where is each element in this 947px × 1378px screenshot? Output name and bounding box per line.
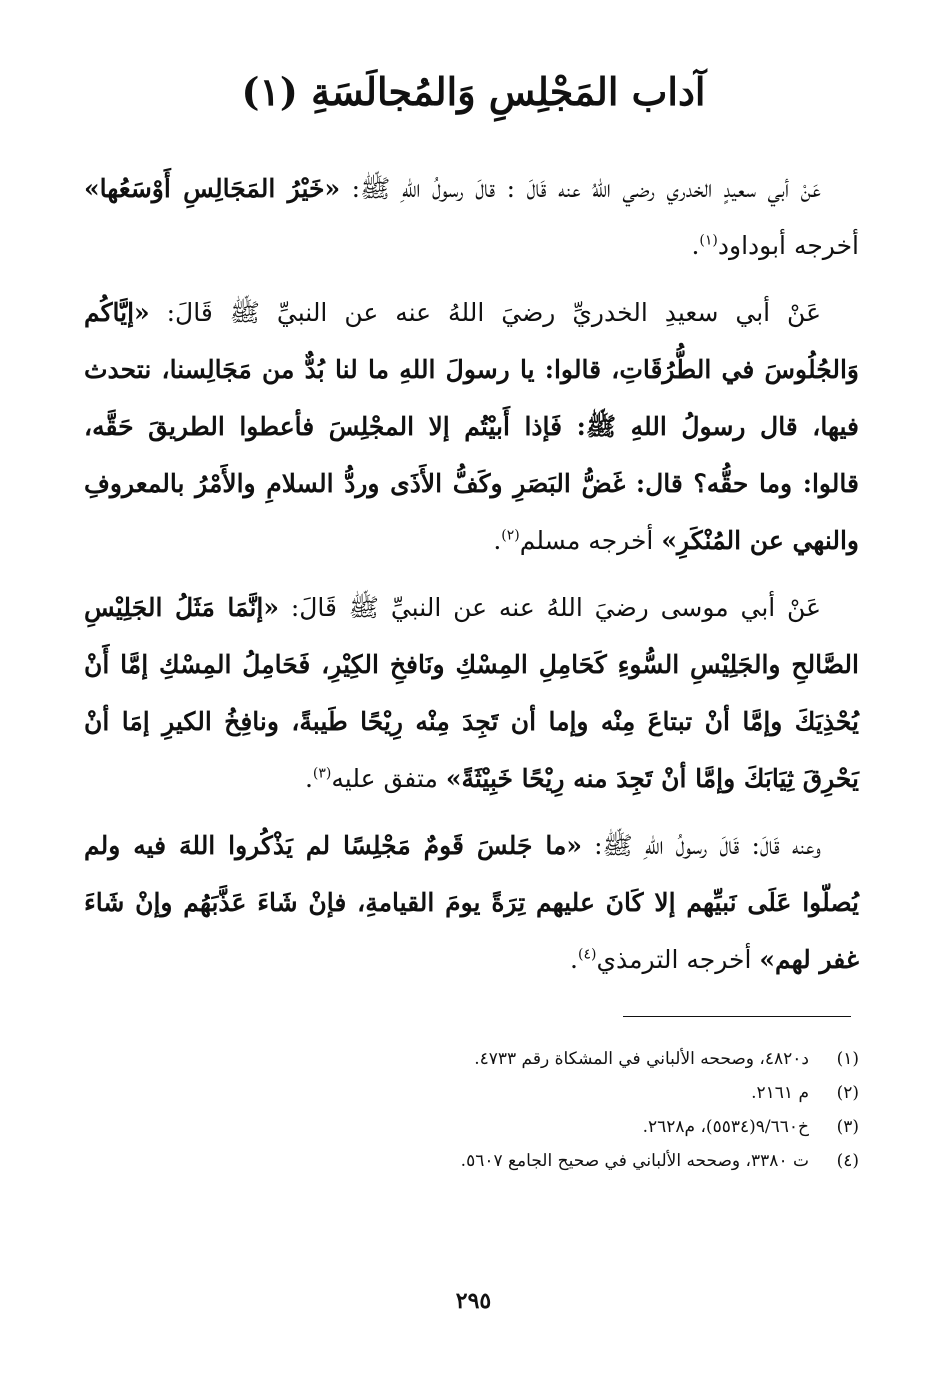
footnote-text: ت ٣٣٨٠، وصححه الألباني في صحيح الجامع ٥٦٠٧. <box>460 1151 809 1171</box>
hadith-source: أخرجه أبوداود <box>717 231 859 260</box>
footnote-separator <box>623 1016 851 1017</box>
footnote-number: (٢) <box>836 1083 859 1103</box>
footnote-ref: (٢) <box>501 527 520 544</box>
footnote-item <box>259 1110 859 1144</box>
hadith-quote: «إيَّاكُم وَالجُلُوسَ في الطُّرُقَاتِ، قالوا: يا رسولَ اللهِ ما لنا بُدٌّ من مَجَالِسنا، نتحدث فيها، قال رسولُ اللهِ ﷺ: فَإذا أَبيْتُم إلا المجْلِسَ فأعطوا الطريقَ حَقَّه، قالوا: وما حقُّه؟ قال: غَضُّ البَصَرِ وكَفُّ الأَذَى وردُّ السلامِ والأَمْرُ بالمعروفِ والنهي عن المُنْكَرِ» <box>84 298 859 555</box>
footnote-item <box>259 1144 859 1178</box>
footnote-number: (٣) <box>836 1117 859 1137</box>
hadith-intro: وعنه قَالَ: قَالَ رسولُ اللهِ ﷺ: <box>581 831 822 860</box>
footnote-text: خ٩/٦٦٠(٥٥٣٤)، م٢٦٢٨. <box>642 1117 809 1137</box>
page-number: ٢٩٥ <box>455 1288 492 1314</box>
hadith-paragraph-4 <box>84 817 859 988</box>
footnote-number: (٤) <box>836 1151 859 1171</box>
footnote-ref: (٤) <box>577 946 597 963</box>
footnote-ref: (١) <box>699 232 718 249</box>
hadith-quote: «إنَّمَا مَثَلُ الجَلِيْسِ الصَّالحِ والجَلِيْسِ السُّوءِ كَحَامِلِ المِسْكِ ونَافخِ الكِيْرِ، فَحَامِلُ المِسْكِ إمَّا أَنْ يُحْذِيَكَ وإمَّا أنْ تبتاعَ مِنْه وإما أن تَجِدَ مِنْه رِيْحًا طَيبةً، ونافِخُ الكيرِ إمَا أنْ يَحْرِقَ ثِيَابَكَ وإمَّا أنْ تَجِدَ منه رِيْحًا خَبِيْثَةً» <box>84 593 859 793</box>
footnotes-list <box>259 1042 859 1178</box>
hadith-quote: «ما جَلسَ قَومٌ مَجْلِسًا لم يَذْكُروا اللهَ فيه ولم يُصلّوا عَلَى نَبيِّهم إلا كَانَ عليهم تِرَةً يومَ القيامةِ، فإنْ شَاءَ عَذَّبَهُم وإنْ شَاءَ غفر لهم» <box>84 831 859 974</box>
hadith-paragraph-1 <box>84 160 859 274</box>
hadith-end: . <box>570 945 578 974</box>
footnote-number: (١) <box>836 1049 859 1069</box>
footnote-text: د٤٨٢٠، وصححه الألباني في المشكاة رقم ٤٧٣٣. <box>474 1049 809 1069</box>
hadith-end: . <box>691 231 700 260</box>
footnote-text: م ٢١٦١. <box>751 1083 809 1103</box>
footnote-ref: (٣) <box>312 765 332 782</box>
hadith-quote: «خَيْرُ المَجَالِسِ أَوْسَعُها» <box>84 174 341 203</box>
hadith-paragraph-3 <box>84 579 859 807</box>
hadith-intro: عَنْ أبي سعيدٍ الخدري رضي اللهُ عنه قَالَ : قالَ رسولُ اللهِ ﷺ: <box>340 174 821 203</box>
main-text <box>84 160 859 998</box>
hadith-source: متفق عليه <box>331 764 446 793</box>
footnote-item <box>259 1076 859 1110</box>
hadith-source: أخرجه مسلم <box>519 526 662 555</box>
hadith-end: . <box>304 764 313 793</box>
hadith-source: أخرجه الترمذي <box>596 945 760 974</box>
hadith-intro: عَنْ أبي سعيدِ الخدريِّ رضيَ اللهُ عنه عن النبيِّ ﷺ قَالَ: <box>149 298 821 327</box>
hadith-end: . <box>493 526 502 555</box>
hadith-paragraph-2 <box>84 284 859 569</box>
page-title: آداب المَجْلِسِ وَالمُجالَسَةِ (١) <box>241 69 706 114</box>
footnote-item <box>259 1042 859 1076</box>
hadith-intro: عَنْ أبي موسى رضيَ اللهُ عنه عن النبيِّ ﷺ قَالَ: <box>279 593 821 622</box>
